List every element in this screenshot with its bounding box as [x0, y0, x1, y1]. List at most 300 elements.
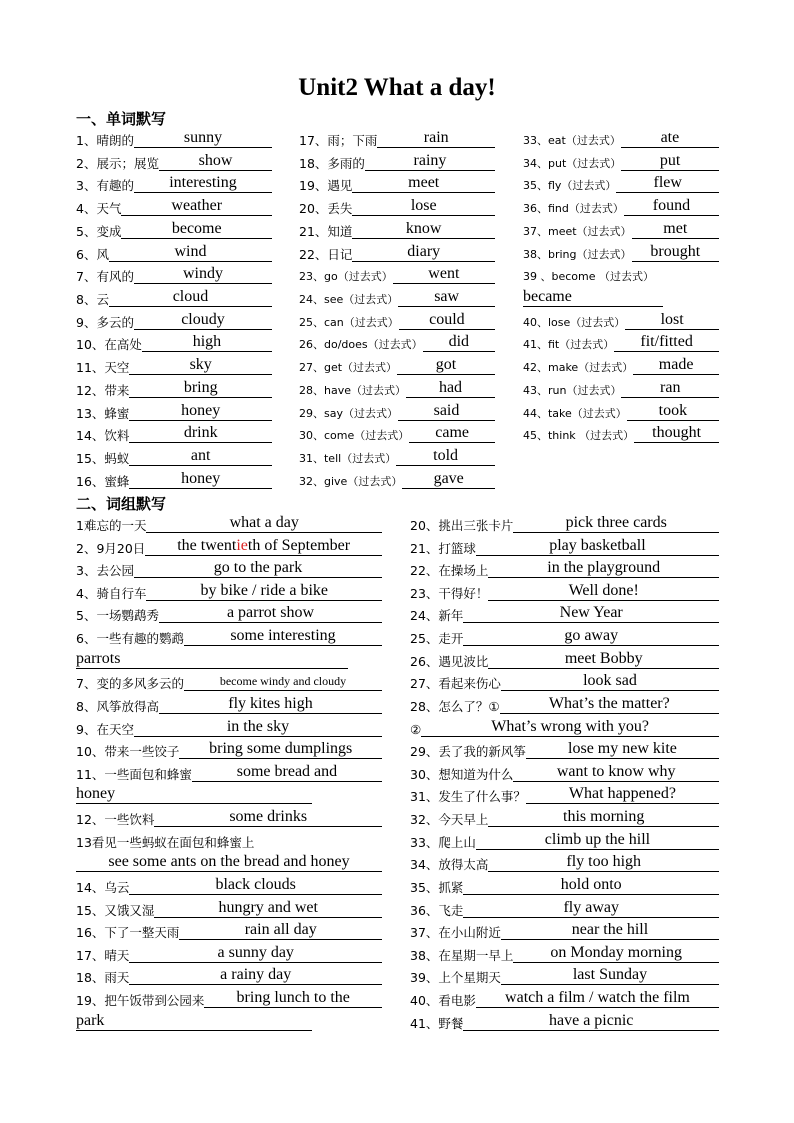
answer-line: [488, 582, 719, 601]
word-prompt: 30、come（过去式）: [299, 429, 410, 443]
answer-line: [134, 265, 272, 284]
word-prompt: 39 、become （过去式）: [523, 270, 655, 284]
phrase-item: [76, 719, 382, 739]
phrase-answer-continuation: honey: [76, 785, 116, 803]
answer-line: [129, 424, 272, 443]
phrase-answer: hold onto: [560, 875, 622, 893]
answer-line: [476, 537, 719, 556]
answer-line: [134, 311, 272, 330]
word-answer: lost: [660, 310, 684, 328]
answer-line: [402, 470, 495, 489]
phrase-item: [410, 900, 719, 920]
answer-line: [76, 785, 312, 804]
answer-line: [526, 740, 719, 759]
phrase-item-continuation: [76, 786, 382, 806]
word-item: [523, 334, 719, 354]
word-answer: fit/fitted: [640, 333, 693, 351]
phrase-answer: a parrot show: [226, 604, 315, 622]
phrase-item: [76, 764, 382, 784]
word-answer: know: [405, 219, 442, 237]
word-prompt: 32、give（过去式）: [299, 474, 403, 488]
phrase-prompt: 16、下了一整天雨: [76, 925, 180, 941]
answer-line: [476, 989, 719, 1008]
phrase-prompt: 22、在操场上: [410, 563, 489, 579]
word-answer: made: [658, 356, 694, 374]
phrase-prompt: 3、去公园: [76, 563, 134, 579]
word-prompt: 24、see（过去式）: [299, 293, 399, 307]
word-item: [523, 380, 719, 400]
phrase-prompt: 25、走开: [410, 631, 464, 647]
answer-line: [421, 718, 719, 737]
word-answer: had: [438, 378, 463, 396]
word-answer: said: [433, 401, 460, 419]
phrase-item: [410, 741, 719, 761]
word-prompt: 42、make（过去式）: [523, 361, 634, 375]
answer-line: [129, 876, 382, 895]
phrase-answer: [145, 537, 382, 555]
phrase-prompt: 37、在小山附近: [410, 925, 501, 941]
phrase-answer-continuation: park: [76, 1011, 105, 1029]
word-prompt: 12、带来: [76, 382, 130, 398]
word-prompt: 6、风: [76, 246, 109, 262]
phrase-answer-continuation: parrots: [76, 649, 121, 667]
phrase-item: [76, 832, 382, 852]
phrase-answer: go away: [564, 627, 619, 645]
answer-line: [633, 356, 719, 375]
phrase-prompt: 12、一些饮料: [76, 812, 155, 828]
phrase-item: [410, 696, 719, 716]
word-item: [76, 153, 272, 173]
phrase-prompt: 15、又饿又湿: [76, 902, 155, 918]
word-answer: came: [435, 424, 469, 442]
answer-line: [632, 220, 719, 239]
answer-line: [614, 333, 719, 352]
word-answer: cloudy: [181, 310, 225, 328]
word-item: [299, 448, 495, 468]
answer-line: [129, 470, 272, 489]
answer-line: [365, 152, 495, 171]
word-answer: diary: [407, 242, 441, 260]
word-item: [523, 221, 719, 241]
phrase-answer: What happened?: [568, 785, 676, 803]
phrase-answer: some bread and: [236, 762, 338, 780]
phrase-answer: play basketball: [549, 536, 646, 554]
phrase-item: [76, 922, 382, 942]
phrase-item: [410, 854, 719, 874]
word-answer: thought: [652, 424, 702, 442]
answer-line: [476, 831, 719, 850]
answer-line: [501, 672, 719, 691]
phrase-prompt: 27、看起来伤心: [410, 676, 501, 692]
phrase-prompt: 41、野餐: [410, 1015, 464, 1031]
phrase-item: [410, 583, 719, 603]
answer-line: [129, 379, 272, 398]
word-item: [299, 403, 495, 423]
answer-line: [488, 808, 719, 827]
phrase-answer: what a day: [229, 514, 299, 531]
word-item: [299, 198, 495, 218]
answer-line: [500, 695, 719, 714]
word-prompt: 14、饮料: [76, 428, 130, 444]
word-answer: gave: [433, 469, 464, 487]
word-prompt: 25、can（过去式）: [299, 315, 399, 329]
phrase-prompt: 38、在星期一早上: [410, 947, 514, 963]
phrase-item-continuation: [76, 854, 382, 874]
answer-line: [396, 447, 495, 466]
phrase-item: [410, 651, 719, 671]
word-item: [299, 175, 495, 195]
phrase-item-continuation: [76, 651, 382, 671]
answer-line: [179, 921, 382, 940]
word-item: [299, 425, 495, 445]
answer-line: [129, 356, 272, 375]
phrase-item: [76, 673, 382, 693]
phrase-item: [410, 764, 719, 784]
section-heading-phrases: 二、词组默写: [76, 495, 167, 513]
phrase-prompt: 5、一场鹦鹉秀: [76, 608, 159, 624]
answer-line: [377, 129, 495, 148]
answer-line: [76, 1012, 312, 1031]
answer-line: [204, 989, 382, 1008]
word-prompt: 28、have（过去式）: [299, 383, 406, 397]
word-item: [76, 289, 272, 309]
answer-line: [397, 356, 495, 375]
answer-line: [398, 288, 495, 307]
word-item: [76, 380, 272, 400]
word-answer: did: [448, 333, 470, 351]
phrase-item: [76, 560, 382, 580]
phrase-item: [76, 741, 382, 761]
answer-line: [625, 311, 719, 330]
phrase-item: [410, 538, 719, 558]
word-item: [76, 266, 272, 286]
word-item: [523, 130, 719, 150]
answer-line: [513, 763, 719, 782]
answer-line: [398, 402, 495, 421]
word-item: [523, 266, 719, 286]
word-answer: flew: [653, 174, 682, 192]
phrase-prompt: 4、骑自行车: [76, 585, 147, 601]
page-title: Unit2 What a day!: [298, 74, 496, 101]
answer-line: [146, 514, 382, 533]
word-prompt: 21、知道: [299, 223, 353, 239]
phrase-answer: become windy and cloudy: [219, 674, 347, 689]
answer-line: [634, 424, 719, 443]
word-prompt: 38、bring（过去式）: [523, 247, 632, 261]
answer-line: [159, 152, 272, 171]
answer-line: [352, 243, 495, 262]
word-answer: went: [428, 265, 460, 283]
word-prompt: 23、go（过去式）: [299, 270, 393, 284]
answer-line: [621, 379, 719, 398]
word-item: [523, 357, 719, 377]
answer-line: [523, 288, 663, 307]
word-item: [299, 334, 495, 354]
answer-line: [624, 197, 719, 216]
phrase-prompt: 36、飞走: [410, 902, 464, 918]
phrase-prompt: 18、雨天: [76, 970, 130, 986]
phrase-item: [410, 1013, 719, 1033]
answer-line: [76, 853, 382, 872]
phrase-prompt: 20、挑出三张卡片: [410, 518, 514, 533]
word-prompt: 44、take（过去式）: [523, 406, 627, 420]
phrase-answer: black clouds: [215, 875, 296, 893]
word-item: [299, 221, 495, 241]
answer-line: [352, 174, 495, 193]
answer-line: [463, 604, 719, 623]
answer-line: [134, 559, 382, 578]
answer-line: [145, 537, 382, 556]
phrase-item: [76, 628, 382, 648]
word-prompt: 26、do/does（过去式）: [299, 338, 423, 352]
phrase-answer: this morning: [563, 808, 645, 826]
word-item: [299, 471, 495, 491]
word-item: [76, 334, 272, 354]
phrase-answer: fly too high: [566, 853, 642, 871]
phrase-prompt: 21、打篮球: [410, 540, 476, 556]
answer-line: [463, 899, 719, 918]
word-item: [523, 244, 719, 264]
word-prompt: 1、晴朗的: [76, 133, 134, 148]
answer-line: [129, 447, 272, 466]
phrase-item: [410, 673, 719, 693]
word-item: [76, 357, 272, 377]
section-heading-words: 一、单词默写: [76, 110, 167, 128]
answer-line: [134, 129, 272, 148]
phrase-prompt: 32、今天早上: [410, 812, 489, 828]
answer-line: [616, 174, 719, 193]
phrase-answer: bring lunch to the: [236, 989, 350, 1007]
phrase-prompt: 1难忘的一天: [76, 518, 147, 533]
answer-line: [159, 604, 382, 623]
phrase-answer: a rainy day: [220, 966, 292, 984]
word-prompt: 19、遇见: [299, 178, 353, 194]
answer-line: [627, 402, 719, 421]
answer-line: [621, 129, 719, 148]
phrase-answer-continuation: see some ants on the bread and honey: [108, 853, 350, 871]
word-item: [299, 266, 495, 286]
phrase-item: [410, 628, 719, 648]
answer-line: [154, 808, 382, 827]
phrase-answer: look sad: [583, 672, 637, 690]
phrase-answer: a sunny day: [217, 943, 294, 961]
answer-line: [399, 311, 495, 330]
phrase-answer: go to the park: [213, 559, 303, 577]
word-answer: found: [652, 197, 691, 215]
phrase-answer: some interesting: [230, 627, 336, 645]
answer-line: [159, 695, 382, 714]
word-answer: wind: [174, 242, 207, 260]
word-prompt: 29、say（过去式）: [299, 406, 398, 420]
phrase-answer: lose my new kite: [568, 740, 677, 758]
word-answer: met: [663, 219, 688, 237]
phrase-item: [410, 832, 719, 852]
word-prompt: 2、展示；展览: [76, 155, 159, 171]
phrase-answer: fly away: [563, 898, 619, 916]
word-item: [299, 153, 495, 173]
word-prompt: 11、天空: [76, 360, 130, 376]
phrase-answer: by bike / ride a bike: [200, 581, 328, 599]
answer-line: [154, 899, 382, 918]
word-prompt: 20、丢失: [299, 201, 353, 217]
word-item-continuation: [523, 289, 719, 309]
word-item: [299, 244, 495, 264]
phrase-answer-highlight: ie: [236, 536, 248, 554]
phrase-answer: meet Bobby: [564, 649, 643, 667]
word-answer: got: [435, 356, 457, 374]
phrase-item: [76, 990, 382, 1010]
answer-line: [129, 966, 382, 985]
phrase-prompt: 26、遇见波比: [410, 653, 489, 669]
answer-line: [184, 672, 382, 691]
answer-line: [121, 197, 272, 216]
phrase-item: [76, 900, 382, 920]
phrase-item: [76, 538, 382, 558]
word-item: [523, 153, 719, 173]
answer-line: [406, 379, 495, 398]
answer-line: [621, 152, 719, 171]
phrase-prompt: 35、抓紧: [410, 879, 464, 895]
answer-line: [488, 650, 719, 669]
phrase-item: [410, 922, 719, 942]
word-prompt: 45、think （过去式）: [523, 429, 635, 443]
phrase-prompt: 14、乌云: [76, 879, 130, 895]
word-prompt: 43、run（过去式）: [523, 383, 622, 397]
phrase-answer: have a picnic: [549, 1011, 634, 1029]
answer-line: [423, 333, 495, 352]
word-answer: put: [659, 151, 681, 169]
word-prompt: 3、有趣的: [76, 178, 134, 194]
word-item: [76, 425, 272, 445]
phrase-answer-part: the twent: [177, 536, 237, 554]
answer-line: [409, 424, 495, 443]
word-item: [76, 312, 272, 332]
phrase-item: [76, 945, 382, 965]
phrase-prompt: 39、上个星期天: [410, 970, 501, 986]
word-answer: become: [171, 219, 222, 237]
word-answer: sky: [189, 356, 212, 374]
word-prompt: 4、天气: [76, 201, 122, 217]
phrase-prompt: 7、变的多风多云的: [76, 676, 184, 692]
phrase-answer: fly kites high: [228, 694, 313, 712]
answer-line: [76, 650, 348, 669]
word-prompt: 17、雨；下雨: [299, 133, 378, 148]
word-answer: took: [658, 401, 688, 419]
phrase-item: [410, 877, 719, 897]
word-prompt: 40、lose（过去式）: [523, 315, 626, 329]
word-prompt: 5、变成: [76, 223, 122, 239]
word-answer: bring: [183, 378, 218, 396]
word-item: [76, 448, 272, 468]
answer-line: [192, 763, 382, 782]
word-item: [299, 380, 495, 400]
phrase-prompt: 10、带来一些饺子: [76, 744, 180, 760]
phrase-answer: What’s the matter?: [548, 694, 670, 712]
word-item: [523, 198, 719, 218]
word-item: [523, 175, 719, 195]
word-item: [76, 198, 272, 218]
word-answer: high: [192, 333, 222, 351]
phrase-item: [410, 560, 719, 580]
word-answer: windy: [182, 265, 223, 283]
word-prompt: 22、日记: [299, 246, 353, 262]
word-answer: honey: [181, 469, 221, 487]
answer-line: [488, 853, 719, 872]
phrase-answer: climb up the hill: [544, 830, 651, 848]
phrase-answer: hungry and wet: [218, 898, 318, 916]
answer-line: [184, 627, 382, 646]
word-answer: drink: [183, 424, 218, 442]
phrase-prompt: 29、丢了我的新风筝: [410, 744, 526, 760]
answer-line: [142, 333, 272, 352]
word-answer: became: [523, 288, 572, 306]
word-item: [76, 403, 272, 423]
word-answer: show: [198, 151, 233, 169]
answer-line: [488, 559, 719, 578]
word-answer: ran: [660, 378, 681, 396]
phrase-item: [76, 967, 382, 987]
phrase-prompt: 31、发生了什么事？: [410, 789, 526, 805]
answer-line: [501, 966, 719, 985]
word-answer: could: [429, 310, 465, 328]
phrase-item: [76, 583, 382, 603]
phrase-answer-part: th of September: [247, 536, 351, 554]
word-item: [76, 175, 272, 195]
word-prompt: 16、蜜蜂: [76, 473, 130, 489]
answer-line: [352, 220, 495, 239]
word-answer: rainy: [413, 151, 447, 169]
phrase-prompt: 33、爬上山: [410, 834, 476, 850]
phrase-prompt: 28、怎么了？①: [410, 698, 500, 714]
word-prompt: 41、fit（过去式）: [523, 338, 615, 352]
phrase-answer: What’s wrong with you?: [491, 717, 649, 735]
word-item: [523, 312, 719, 332]
phrase-answer: near the hill: [571, 921, 649, 939]
answer-line: [129, 944, 382, 963]
phrase-item: [410, 786, 719, 806]
word-answer: lose: [410, 197, 437, 215]
phrase-item: [410, 809, 719, 829]
word-answer: meet: [408, 174, 440, 192]
phrase-item-continuation: [76, 1013, 382, 1033]
word-prompt: 31、tell（过去式）: [299, 452, 397, 466]
answer-line: [121, 220, 272, 239]
phrase-answer: watch a film / watch the film: [505, 989, 690, 1007]
answer-line: [513, 514, 719, 533]
phrase-prompt: 6、一些有趣的鹦鹉: [76, 631, 184, 647]
phrase-item: [410, 605, 719, 625]
phrase-item: [76, 605, 382, 625]
phrase-answer: bring some dumplings: [209, 740, 353, 758]
answer-line: [109, 288, 272, 307]
word-item: [299, 130, 495, 150]
word-prompt: 33、eat（过去式）: [523, 134, 621, 147]
answer-line: [501, 921, 719, 940]
phrase-prompt: 34、放得太高: [410, 857, 489, 873]
word-item: [76, 221, 272, 241]
word-prompt: 27、get（过去式）: [299, 361, 398, 375]
word-prompt: 36、find（过去式）: [523, 202, 624, 216]
answer-line: [463, 1012, 719, 1031]
answer-line: [463, 627, 719, 646]
phrase-answer: some drinks: [229, 808, 308, 826]
phrase-prompt: 23、干得好！: [410, 585, 489, 601]
phrase-prompt: 11、一些面包和蜂蜜: [76, 766, 192, 782]
phrase-item: [410, 967, 719, 987]
word-item: [523, 403, 719, 423]
phrase-item: [76, 515, 382, 535]
word-answer: saw: [434, 288, 460, 306]
